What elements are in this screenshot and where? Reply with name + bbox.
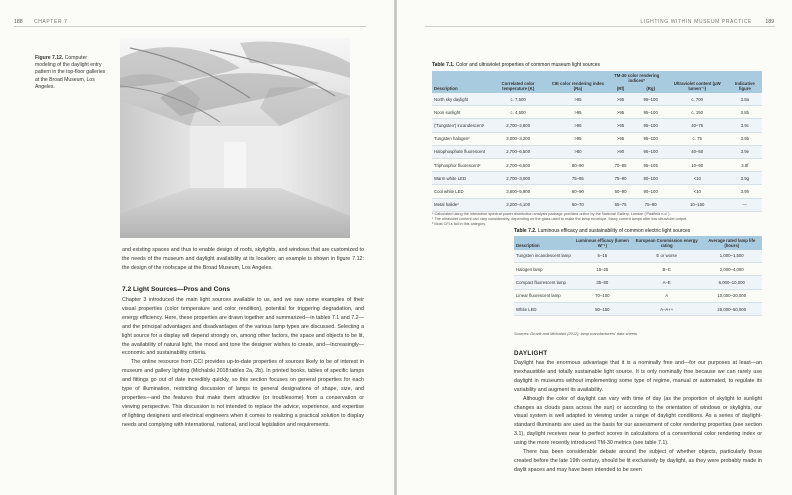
left-header-rule (14, 26, 366, 27)
table1-body (432, 93, 762, 211)
table1-cell-uv: 10–90 (667, 159, 728, 172)
right-page-number: 189 (765, 19, 774, 25)
table2-cell-eff: 5–15 (573, 250, 632, 263)
table1-cell-fig: 3.9c (728, 119, 762, 132)
left-running-head: CHAPTER 7 (34, 19, 68, 25)
left-page-number: 188 (14, 19, 23, 25)
table2-cell-eu: B–C (632, 263, 702, 276)
th-tm30-rg: (Rg) (635, 85, 667, 93)
table1-cell-desc: Halophosphate fluorescent (432, 145, 487, 158)
table1-cell-cie: 60–70 (549, 198, 606, 211)
table1-row (432, 106, 762, 119)
table1-cell-uv: c. 700 (667, 93, 728, 106)
th-uv: Ultraviolet content (µW lumen⁻¹) (667, 71, 728, 93)
section-paragraph-1: Chapter 3 introduced the main light sources available to us, and we saw some examples of their visual properties (color temperature and color rendition), potential for triggering degradation, and energy efficiency. Here, these properties are drawn together and summarized—in tables 7.1 and 7.2—and the principal advantages and disadvantages of the various lamp types are discussed. Selecting a light source for a display will depend strongly on, among other factors, the space and objects to be lit, the availability of natural light, the mood and tone the designer wishes to create, and—increasingly—economic and sustainability criteria. (122, 297, 364, 357)
th-indicative-figure: Indicative figure (728, 71, 762, 93)
table1-cell-fig: 3.9e (728, 145, 762, 158)
table1-row (432, 119, 762, 132)
gallery-daylight-rendering (120, 38, 350, 238)
intro-text: and existing spaces and thus to enable design of roofs, skylights, and windows that are customized to the needs of the museum and daylight availability at its location; an example is shown in figure 7.12: the design of the roofscape at the Broad Museum, Los Angeles. (122, 247, 364, 271)
table2-row (514, 263, 762, 276)
table1-cell-cie: 60–90 (549, 185, 606, 198)
th2-eu-rating: European Commission energy rating (632, 236, 702, 250)
table1-cell-rg: 95–100 (635, 106, 667, 119)
intro-paragraph (122, 246, 364, 273)
table1-cell-cct: 2,700–2,800 (487, 119, 549, 132)
section-paragraph-2: The online resource from CCI provides up-to-date properties of sources likely to be of interest in museum and gallery lighting (Michalski 2018:tables 2a, 2b). In printed books, tables of specific lamps and fittings go out of date incredibly quickly, so this section focuses on general properties for each type of illumination, restricting discussion of lamps to general designations of shape, size, and properties—and the features that make them attractive (or troublesome) from a conservation or viewing perspective. This discussion is not intended to replace the advice, experience, and expertise of lighting designers and electrical engineers when it comes to realizing a practical solution to display needs and complying with international, national, and local legislation and requirements. (122, 359, 364, 428)
th-cct: Correlated color temperature (K) (487, 71, 549, 93)
table2-caption-label: Table 7.2. (514, 228, 537, 234)
table1-cell-rg: 95–100 (635, 93, 667, 106)
table1-row (432, 93, 762, 106)
table2-cell-desc: Tungsten incandescent lamp (514, 250, 573, 263)
table2-source: Sources: Druzik and Michalski (2012); lamp manufacturers' data sheets. (514, 331, 639, 336)
table2-caption-text: Luminous efficacy and sustainability of common electric light sources (537, 228, 691, 234)
figure-caption-text: Computer modeling of the daylight entry pattern in the top-floor galleries at the Broad Museum, Los Angeles. (35, 55, 106, 90)
table2-cell-life: 6,000–10,000 (702, 276, 762, 289)
table1-cell-rg: 75–80 (635, 198, 667, 211)
table1-cell-cct: 2,700–3,000 (487, 172, 549, 185)
table1-cell-uv: c. 75 (667, 132, 728, 145)
section-heading: 7.2 Light Sources—Pros and Cons (122, 286, 231, 293)
table1-cell-desc: Cool white LED (432, 185, 487, 198)
table1-cell-uv: 10–150 (667, 198, 728, 211)
table1-cell-rf: >90 (607, 145, 635, 158)
table1-cell-desc: Metal halide³ (432, 198, 487, 211)
th-description: Description (432, 71, 487, 93)
table1-cell-rf: >95 (607, 119, 635, 132)
table1-row (432, 132, 762, 145)
table1-row (432, 172, 762, 185)
section-body (122, 296, 364, 430)
table1-note: * Calculated using the interactive spectral power distribution analysis package provided online by the National Gallery, London ('Padfield n.d.'). (432, 212, 671, 216)
daylight-heading: DAYLIGHT (514, 350, 548, 357)
th-cie: CIE color rendering index (Ra) (549, 71, 606, 93)
daylight-paragraph-1: Daylight has the enormous advantage that it is a nominally free and—for our purposes at least—an inexhaustible and totally sustainable light source. It is only nominally free because we can rarely use daylight in museums without implementing some type of regime, manual or automated, to regulate its variability and augment its availability. (514, 360, 762, 393)
table1-cell-desc: ('Tungsten') incandescent¹ (432, 119, 487, 132)
right-page (397, 0, 792, 495)
table2-cell-eff: 35–80 (573, 276, 632, 289)
table1-cell-fig: — (728, 198, 762, 211)
table2-cell-life: 2,000–4,000 (702, 263, 762, 276)
table2-cell-desc: White LED (514, 302, 573, 315)
table2-cell-eff: 70–100 (573, 289, 632, 302)
table1-cell-cie: >95 (549, 132, 606, 145)
table1-cell-desc: Warm white LED (432, 172, 487, 185)
table2-cell-desc: Compact fluorescent lamp (514, 276, 573, 289)
table2-cell-life: 10,000–20,000 (702, 289, 762, 302)
table2-cell-eu: A–E (632, 276, 702, 289)
right-running-head: LIGHTING WITHIN MUSEUM PRACTICE (640, 19, 752, 25)
table1-cell-rg: 90–100 (635, 185, 667, 198)
table1-caption-text: Color and ultraviolet properties of common museum light sources (455, 62, 601, 68)
table1-cell-cie: >95 (549, 93, 606, 106)
table2-cell-life: 25,000–50,000 (702, 302, 762, 315)
table2-cell-desc: Halogen lamp (514, 263, 573, 276)
table1-cell-desc: Noon sunlight (432, 106, 487, 119)
table2-cell-eu: A (632, 289, 702, 302)
table1-cell-rg: 95–100 (635, 132, 667, 145)
table1-cell-rf: >95 (607, 132, 635, 145)
table2-row (514, 302, 762, 315)
table1-caption (432, 62, 600, 68)
daylight-paragraph-2: Although the color of daylight can vary with time of day (as the proportion of skylight to sunlight changes as clouds pass across the sun) or according to the orientation of windows or skylights, our visual system is well adapted to viewing under a range of daylight conditions. As a series of daylight-standard illuminants are used as the basis for our assessment of color rendering properties (see section 3.1), daylight receives near to perfect scores in calculations of a conventional color rendering index or using the more recently introduced TM-30 metrics (see table 7.1). (514, 395, 762, 447)
th2-description: Description (514, 236, 573, 250)
right-header-rule (425, 26, 775, 27)
table1-cell-rg: 95–100 (635, 145, 667, 158)
table1-cell-cie: >95 (549, 106, 606, 119)
table1-row (432, 159, 762, 172)
table1-cell-cie: >80 (549, 145, 606, 158)
table1-cell-uv: 40–75 (667, 119, 728, 132)
table1-cell-desc: Tungsten halogen² (432, 132, 487, 145)
table2-row (514, 250, 762, 263)
th-tm30-rf: (Rf) (607, 85, 635, 93)
table1-cell-uv: c. 150 (667, 106, 728, 119)
th2-efficacy: Luminous efficacy (lumen W⁻¹) (573, 236, 632, 250)
table1-cell-desc: Triphosphor fluorescent² (432, 159, 487, 172)
figure-caption-label: Figure 7.12. (35, 55, 64, 61)
table1-note: ¹ The ultraviolet content can vary considerably, depending on the glass used to make the lamp envelope. Many current lamps offer low ultraviolet output. (432, 217, 688, 222)
table1-cell-cct: 2,700–6,500 (487, 159, 549, 172)
table1-cell-cie: >95 (549, 119, 606, 132)
table1-cell-fig: 3.9g (728, 172, 762, 185)
table1-cell-rf: >95 (607, 106, 635, 119)
table2-cell-life: 1,000–1,500 (702, 250, 762, 263)
table2-cell-eff: 15–25 (573, 263, 632, 276)
th-tm30: TM-30 color rendering indices* (607, 71, 667, 85)
table2-cell-eu: E or worse (632, 250, 702, 263)
table1-cell-fig: 3.8a (728, 93, 762, 106)
table1-note: ² Most CFLs fall in this category. (432, 222, 486, 227)
table1-cell-rf: 70–85 (607, 159, 635, 172)
table1-row (432, 185, 762, 198)
table1-cell-fig: 3.9b (728, 132, 762, 145)
table1-cell-cct: 2,700–6,500 (487, 145, 549, 158)
table1-cell-rg: 90–100 (635, 172, 667, 185)
table1-cell-rg: 95–105 (635, 159, 667, 172)
table1-cell-fig: 3.9f (728, 159, 762, 172)
table2-row (514, 289, 762, 302)
table2-cell-eu: A–A++ (632, 302, 702, 315)
table1-cell-fig: 3.9h (728, 185, 762, 198)
daylight-body (514, 359, 762, 475)
table2-caption (514, 228, 690, 234)
table2-cell-eff: 50–150 (573, 302, 632, 315)
table2-cell-desc: Linear fluorescent lamp (514, 289, 573, 302)
table1-notes (432, 212, 762, 228)
table1-cell-rg: 95–100 (635, 119, 667, 132)
daylight-paragraph-3: There has been considerable debate around the subject of whether objects, particularly those created before the late 19th century, should be lit exclusively by daylight, as they were probably made in daylit spaces and may have been intended to be seen (514, 449, 762, 473)
left-page (0, 0, 394, 495)
table1-cell-desc: North sky daylight (432, 93, 487, 106)
table2-row (514, 276, 762, 289)
table1-cell-cie: 80–90 (549, 159, 606, 172)
table1-cell-rf: 75–90 (607, 172, 635, 185)
table2-body (514, 250, 762, 316)
table1-cell-uv: 40–50 (667, 145, 728, 158)
table1-cell-cie: 75–95 (549, 172, 606, 185)
table1-caption-label: Table 7.1. (432, 62, 455, 68)
table1-cell-uv: <10 (667, 172, 728, 185)
table1-cell-uv: <10 (667, 185, 728, 198)
table1-cell-rf: >95 (607, 93, 635, 106)
th2-lamp-life: Average rated lamp life (hours) (702, 236, 762, 250)
table1-cell-cct: c. 7,500 (487, 93, 549, 106)
table1-cell-rf: 65–75 (607, 198, 635, 211)
table-color-uv-properties (432, 71, 762, 212)
figure-caption (35, 55, 109, 91)
table1-cell-fig: 3.8b (728, 106, 762, 119)
table1-cell-rf: 60–90 (607, 185, 635, 198)
table1-cell-cct: 3,200–4,100 (487, 198, 549, 211)
table1-row (432, 145, 762, 158)
table1-row (432, 198, 762, 211)
table-efficacy-sustainability (514, 236, 762, 316)
table1-cell-cct: 3,000–3,200 (487, 132, 549, 145)
table1-cell-cct: c. 4,500 (487, 106, 549, 119)
table1-cell-cct: 3,600–5,900 (487, 185, 549, 198)
